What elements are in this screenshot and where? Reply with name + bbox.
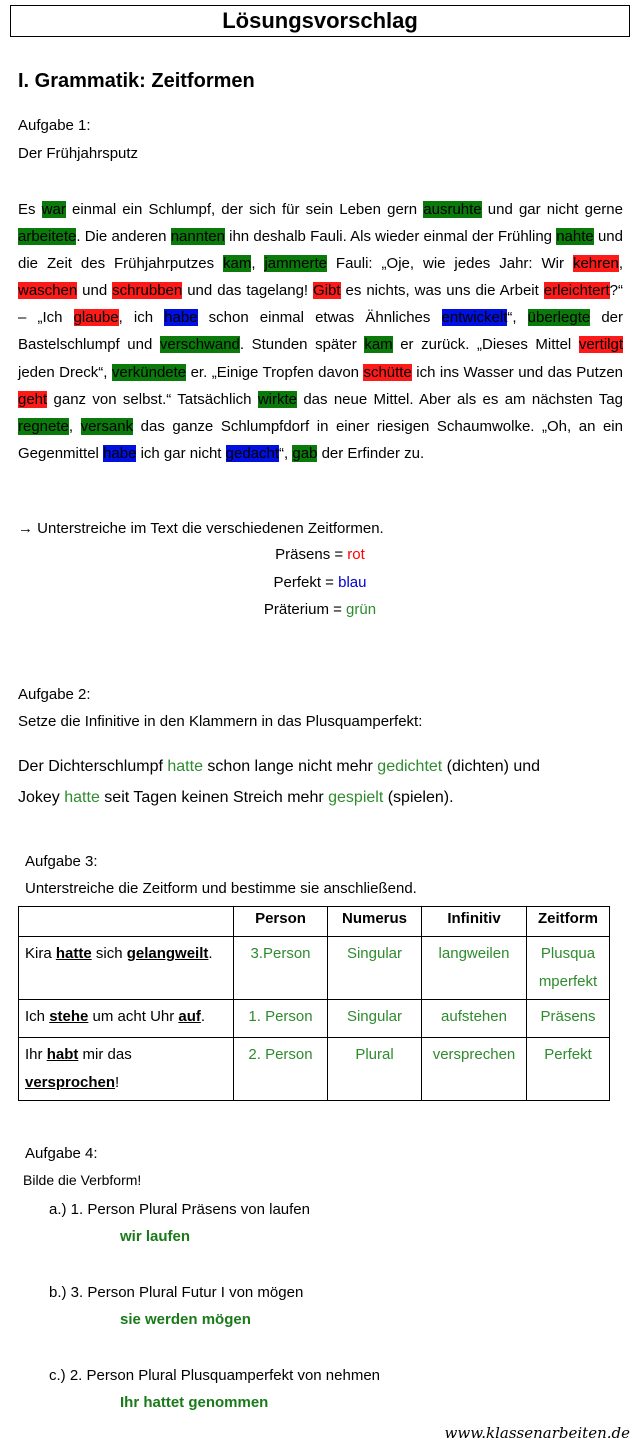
- story-segment: ,: [251, 255, 265, 273]
- sentence-segment: seit Tagen keinen Streich mehr: [99, 789, 329, 806]
- aufgabe1-instruction: → Unterstreiche im Text die verschiedenen Zeitformen.: [18, 520, 384, 537]
- story-segment: jeden Dreck“,: [18, 363, 112, 381]
- highlighted-verb: erleichtert: [543, 282, 610, 300]
- highlighted-verb: regnete: [18, 417, 69, 435]
- legend-praeteritum: [0, 601, 640, 618]
- aufgabe4-answer-c: Ihr hattet genommen: [120, 1394, 269, 1411]
- story-text: [18, 196, 623, 467]
- infinitiv-cell: aufstehen: [422, 1000, 527, 1038]
- highlighted-verb: glaube: [73, 309, 119, 327]
- highlighted-verb: vertilgt: [578, 336, 623, 354]
- highlighted-verb: jammerte: [264, 255, 327, 273]
- sentence-segment: .: [208, 945, 213, 962]
- story-segment: ,: [618, 255, 623, 273]
- underlined-verb: gelangweilt: [126, 945, 209, 962]
- story-segment: der Erfinder zu.: [317, 444, 425, 462]
- sentence-segment: Der Dichterschlumpf: [18, 758, 168, 775]
- highlighted-verb: gedacht: [225, 444, 280, 462]
- highlighted-verb: war: [41, 201, 66, 218]
- story-segment: “,: [279, 444, 293, 462]
- highlighted-verb: nahte: [556, 228, 594, 246]
- legend-perfekt-label: Perfekt =: [273, 574, 339, 591]
- zeitform-cell: Präsens: [527, 1000, 610, 1038]
- table-row: [19, 1000, 610, 1038]
- aufgabe4-answer-a: wir laufen: [120, 1228, 191, 1245]
- highlighted-verb: kam: [223, 255, 252, 273]
- legend-praeteritum-label: Präterium =: [263, 601, 347, 618]
- story-segment: der Bastelschlumpf und: [18, 309, 624, 354]
- numerus-cell: Singular: [328, 937, 422, 1000]
- aufgabe3-table: [18, 906, 610, 1101]
- sentence-segment: !: [115, 1074, 120, 1091]
- highlighted-verb: verkündete: [111, 363, 187, 381]
- answer-verb: hatte: [64, 789, 100, 806]
- underlined-verb: habt: [46, 1046, 79, 1063]
- story-segment: . Die anderen: [76, 228, 171, 246]
- aufgabe2-line2: [18, 783, 454, 813]
- underlined-verb: stehe: [49, 1008, 89, 1025]
- highlighted-verb: verschwand: [159, 336, 240, 354]
- highlighted-verb: Gibt: [313, 282, 341, 300]
- highlighted-verb: entwickelt: [441, 309, 508, 327]
- underlined-verb: versprochen: [25, 1074, 116, 1091]
- highlighted-verb: habe: [164, 309, 198, 327]
- answer-verb: hatte: [167, 758, 203, 775]
- highlighted-verb: überlegte: [527, 309, 591, 327]
- story-segment: das neue Mittel. Aber als es am nächsten Tag: [297, 390, 623, 408]
- story-segment: Es: [18, 201, 42, 218]
- story-segment: einmal ein Schlumpf, der sich für sein Leben gern: [65, 201, 424, 218]
- sentence-segment: .: [200, 1008, 206, 1025]
- story-segment: ,: [68, 417, 81, 435]
- numerus-cell: Singular: [328, 1000, 422, 1038]
- highlighted-verb: kam: [364, 336, 393, 354]
- legend-praeteritum-color: grün: [346, 601, 377, 618]
- highlighted-verb: kehren: [572, 255, 619, 273]
- header-numerus: Numerus: [328, 907, 422, 937]
- aufgabe3-instruction: Unterstreiche die Zeitform und bestimme sie anschließend.: [25, 880, 417, 897]
- person-cell: 1. Person: [234, 1000, 328, 1038]
- legend-perfekt: [0, 574, 640, 591]
- legend-praesens: [0, 546, 640, 563]
- sentence-segment: Ihr: [25, 1046, 47, 1063]
- aufgabe4-instruction: Bilde die Verbform!: [23, 1172, 142, 1188]
- aufgabe4-question-c: c.) 2. Person Plural Plusquamperfekt von nehmen: [49, 1367, 381, 1384]
- header-zeitform: Zeitform: [527, 907, 610, 937]
- sentence-segment: mir das: [78, 1046, 132, 1063]
- sentence-segment: sich: [91, 945, 127, 962]
- legend-perfekt-color: blau: [338, 574, 367, 591]
- aufgabe4-question-b: b.) 3. Person Plural Futur I von mögen: [49, 1284, 304, 1301]
- story-segment: “,: [507, 309, 528, 327]
- infinitiv-cell: langweilen: [422, 937, 527, 1000]
- story-segment: Fauli: „Oje, wie jedes Jahr: Wir: [326, 255, 573, 273]
- highlighted-verb: gab: [292, 444, 318, 462]
- highlighted-verb: schütte: [363, 363, 412, 381]
- story-segment: und das tagelang!: [182, 282, 314, 300]
- story-segment: und gar nicht gerne: [481, 201, 623, 218]
- zeitform-cell: Perfekt: [527, 1038, 610, 1101]
- sentence-segment: Kira: [25, 945, 56, 962]
- highlighted-verb: ausruhte: [423, 201, 482, 218]
- numerus-cell: Plural: [328, 1038, 422, 1101]
- story-segment: ?“ – „Ich: [18, 282, 623, 327]
- story-segment: und: [77, 282, 113, 300]
- story-segment: schon einmal etwas Ähnliches: [197, 309, 442, 327]
- story-segment: ich gar nicht: [136, 444, 226, 462]
- infinitiv-cell: versprechen: [422, 1038, 527, 1101]
- header-person: Person: [234, 907, 328, 937]
- sentence-segment: schon lange nicht mehr: [202, 758, 378, 775]
- sentence-segment: (dichten) und: [442, 758, 541, 775]
- underlined-verb: hatte: [55, 945, 92, 962]
- sentence-segment: Ich: [25, 1008, 50, 1025]
- story-segment: ihn deshalb Fauli. Als wieder einmal der Frühling: [224, 228, 557, 246]
- table-row: [19, 1038, 610, 1101]
- table-header-row: [19, 907, 610, 937]
- sentence-cell: [19, 1038, 234, 1101]
- highlighted-verb: versank: [80, 417, 134, 435]
- legend-praesens-label: Präsens =: [275, 546, 348, 563]
- story-segment: es nichts, was uns die Arbeit: [340, 282, 544, 300]
- aufgabe4-answer-b: sie werden mögen: [120, 1311, 251, 1328]
- aufgabe1-label: Aufgabe 1:: [18, 117, 91, 134]
- highlighted-verb: nannten: [170, 228, 225, 246]
- aufgabe2-label: Aufgabe 2:: [18, 686, 91, 703]
- story-segment: . Stunden später: [239, 336, 365, 354]
- header-infinitiv: Infinitiv: [422, 907, 527, 937]
- highlighted-verb: waschen: [18, 282, 78, 300]
- page-title: Lösungsvorschlag: [10, 5, 630, 37]
- sentence-segment: Jokey: [18, 789, 65, 806]
- highlighted-verb: wirkte: [257, 390, 297, 408]
- highlighted-verb: arbeitete: [18, 228, 77, 246]
- highlighted-verb: geht: [18, 390, 48, 408]
- person-cell: 3.Person: [234, 937, 328, 1000]
- aufgabe4-label: Aufgabe 4:: [25, 1145, 98, 1162]
- zeitform-cell: Plusqua mperfekt: [527, 937, 610, 1000]
- story-segment: er zurück. „Dieses Mittel: [392, 336, 579, 354]
- table-row: [19, 937, 610, 1000]
- story-segment: das ganze Schlumpfdorf in einer riesigen Schaumwolke. „Oh, an ein Gegenmittel: [18, 417, 623, 462]
- sentence-segment: um acht Uhr: [88, 1008, 179, 1025]
- answer-verb: gedichtet: [377, 758, 443, 775]
- highlighted-verb: schrubben: [112, 282, 183, 300]
- story-segment: , ich: [118, 309, 165, 327]
- sentence-cell: [19, 937, 234, 1000]
- underlined-verb: auf: [178, 1008, 201, 1025]
- story-segment: und die Zeit des Frühjahrputzes: [18, 228, 623, 273]
- sentence-cell: [19, 1000, 234, 1038]
- section-heading: I. Grammatik: Zeitformen: [18, 70, 255, 92]
- sentence-segment: (spielen).: [383, 789, 454, 806]
- story-segment: er. „Einige Tropfen davon: [186, 363, 364, 381]
- story-segment: ich ins Wasser und das Putzen: [411, 363, 624, 381]
- person-cell: 2. Person: [234, 1038, 328, 1101]
- footer-website: www.klassenarbeiten.de: [444, 1424, 630, 1442]
- header-sentence: [19, 907, 234, 937]
- aufgabe2-line1: [18, 752, 540, 782]
- legend-praesens-color: rot: [347, 546, 365, 563]
- highlighted-verb: habe: [103, 444, 137, 462]
- aufgabe2-instruction: Setze die Infinitive in den Klammern in das Plusquamperfekt:: [18, 713, 423, 730]
- story-segment: ganz von selbst.“ Tatsächlich: [47, 390, 258, 408]
- aufgabe3-label: Aufgabe 3:: [25, 853, 98, 870]
- story-title: Der Frühjahrsputz: [18, 145, 139, 162]
- answer-verb: gespielt: [328, 789, 384, 806]
- aufgabe4-question-a: a.) 1. Person Plural Präsens von laufen: [49, 1201, 310, 1218]
